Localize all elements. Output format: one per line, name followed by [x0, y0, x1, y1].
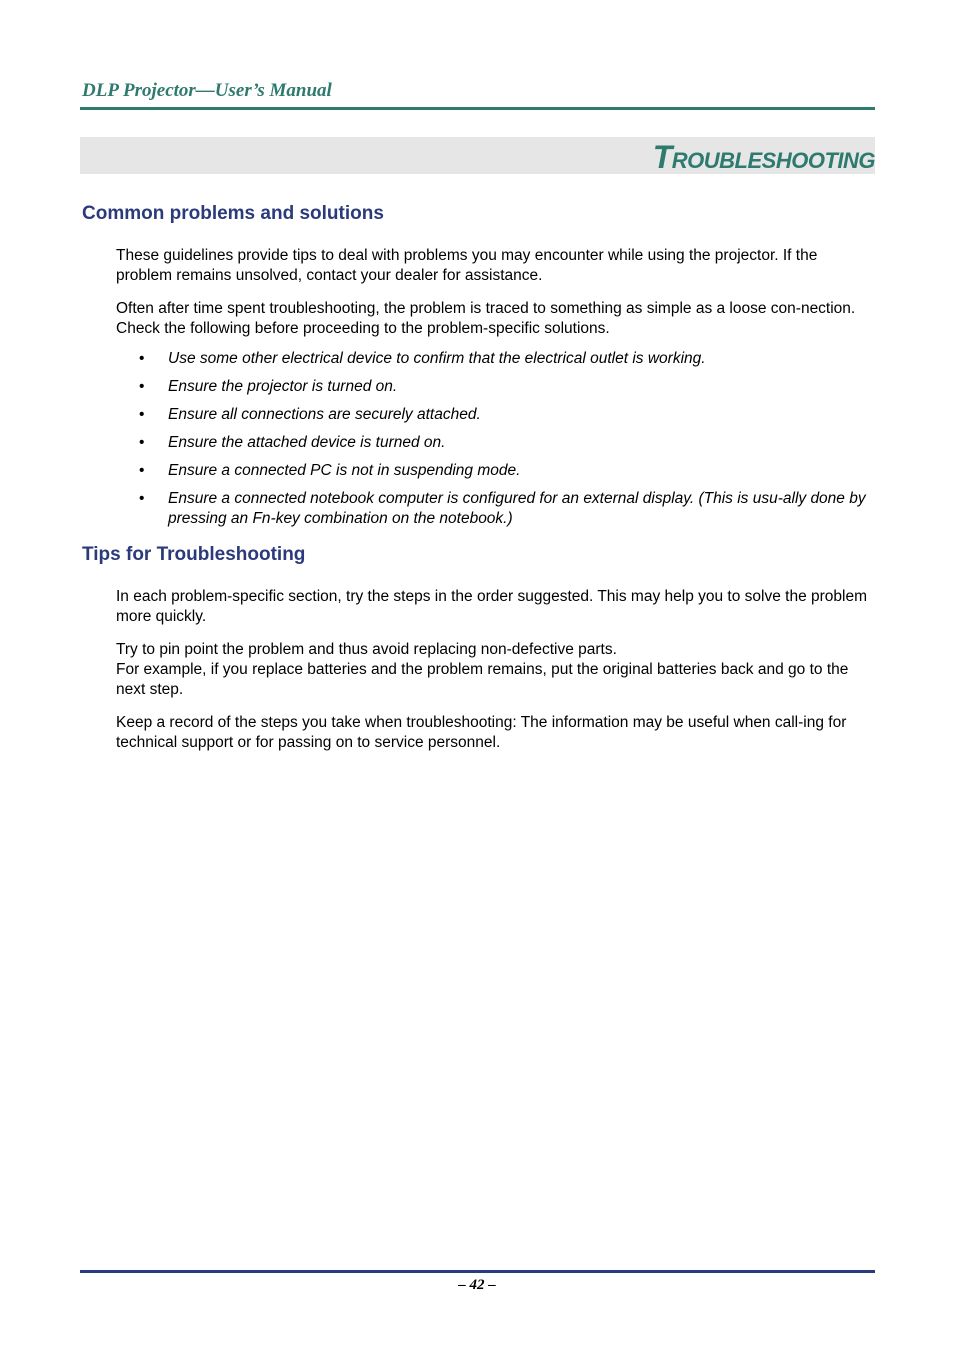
bullet-icon: • [139, 350, 145, 367]
section-heading: Tips for Troubleshooting [82, 544, 306, 565]
list-item [139, 489, 872, 529]
list-item-text: Ensure a connected PC is not in suspending mode. [168, 462, 521, 479]
paragraph: Keep a record of the steps you take when troubleshooting: The information may be useful when call-ing for technical support or for passing on to service personnel. [116, 714, 847, 751]
paragraph: Often after time spent troubleshooting, the problem is traced to something as simple as a loose con-nection. Check the following before proceeding to the problem-specific solutions. [116, 300, 856, 337]
list-item [139, 405, 872, 425]
footer-rule [80, 1270, 875, 1273]
bullet-icon: • [139, 462, 145, 479]
bullet-icon: • [139, 490, 145, 507]
list-item [139, 349, 872, 369]
paragraph: In each problem-specific section, try the steps in the order suggested. This may help you to solve the problem more quickly. [116, 588, 867, 625]
checklist [82, 349, 872, 529]
list-item-text: Ensure the attached device is turned on. [168, 434, 446, 451]
section-heading: Common problems and solutions [82, 203, 384, 224]
chapter-title-band [80, 137, 875, 174]
list-item [139, 377, 872, 397]
bullet-icon: • [139, 378, 145, 395]
list-item-text: Ensure all connections are securely attached. [168, 406, 481, 423]
chapter-title: Troubleshooting [652, 139, 875, 175]
running-header: DLP Projector—User’s Manual [82, 80, 332, 101]
list-item-text: Ensure the projector is turned on. [168, 378, 398, 395]
section-tips [82, 539, 872, 753]
list-item [139, 461, 872, 481]
page-content [82, 198, 872, 766]
list-item-text: Ensure a connected notebook computer is configured for an external display. (This is usu-ally done by pressing an Fn-key combination on the notebook.) [168, 490, 866, 527]
bullet-icon: • [139, 406, 145, 423]
bullet-icon: • [139, 434, 145, 451]
paragraph: For example, if you replace batteries and the problem remains, put the original batteries back and go to the next step. [116, 661, 849, 698]
page-number: – 42 – [458, 1277, 496, 1293]
section-common-problems [82, 198, 872, 529]
paragraph: Try to pin point the problem and thus avoid replacing non-defective parts. [116, 641, 617, 658]
paragraph: These guidelines provide tips to deal with problems you may encounter while using the projector. If the problem remains unsolved, contact your dealer for assistance. [116, 247, 818, 284]
header-rule [80, 107, 875, 110]
list-item [139, 433, 872, 453]
list-item-text: Use some other electrical device to confirm that the electrical outlet is working. [168, 350, 706, 367]
